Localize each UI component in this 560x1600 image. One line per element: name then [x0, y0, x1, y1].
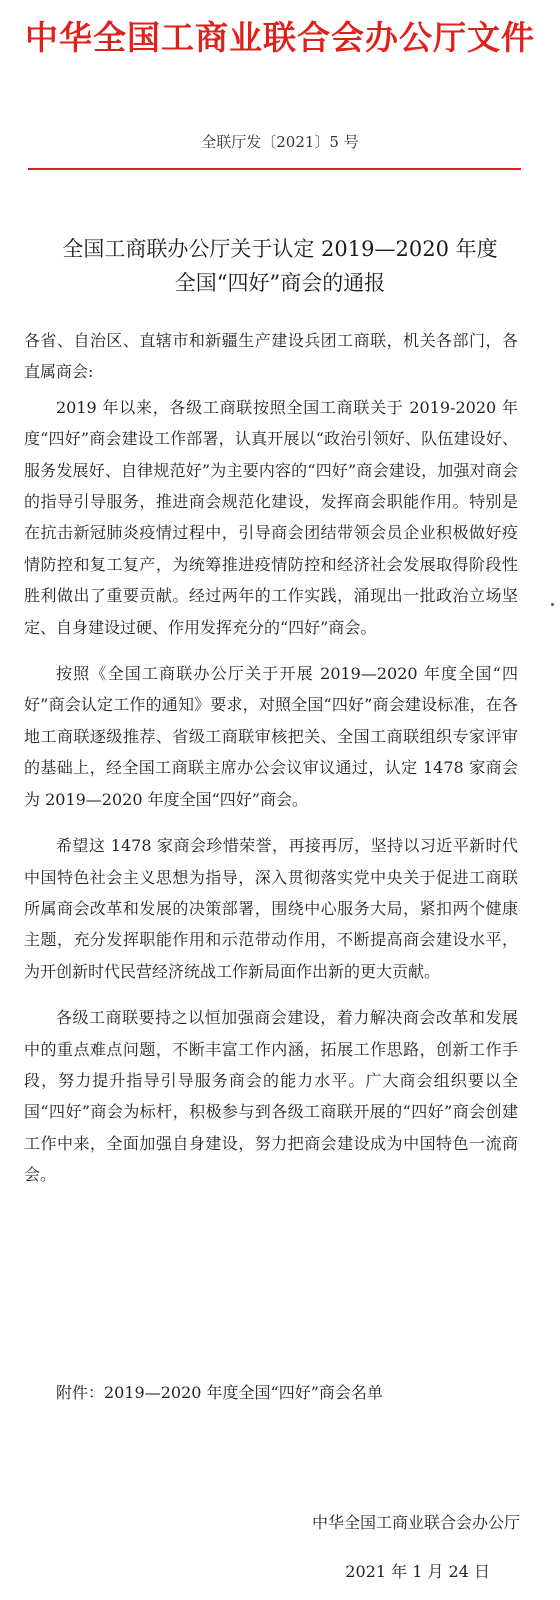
document-body [24, 325, 518, 1206]
body-paragraph-2: 按照《全国工商联办公厅关于开展 2019—2020 年度全国“四好”商会认定工作的通知》要求，对照全国“四好”商会建设标准，在各地工商联逐级推荐、省级工商联审核把关、全国工商联组织专家评审的基础上，经全国工商联主席办公会议审议通过，认定 1478 家商会为 2019—2020 年度全国“四好”商会。 [24, 664, 518, 809]
document-title-line-1: 全国工商联办公厅关于认定 2019—2020 年度 [62, 237, 498, 261]
document-title-line-2: 全国“四好”商会的通报 [174, 271, 386, 295]
document-number: 全联厅发〔2021〕5 号 [201, 133, 359, 151]
red-divider-line [28, 168, 521, 170]
body-paragraph-1: 2019 年以来，各级工商联按照全国工商联关于 2019-2020 年度“四好”商会建设工作部署，认真开展以“政治引领好、队伍建设好、服务发展好、自律规范好”为主要内容的“四好”商会建设，加强对商会的指导引导服务，推进商会规范化建设，发挥商会职能作用。特别是在抗击新冠肺炎疫情过程中，引导商会团结带领会员企业积极做好疫情防控和复工复产，为统筹推进疫情防控和经济社会发展取得阶段性胜利做出了重要贡献。经过两年的工作实践，涌现出一批政治立场坚定、自身建设过硬、作用发挥充分的“四好”商会。 [24, 397, 518, 637]
body-paragraph-3: 希望这 1478 家商会珍惜荣誉，再接再厉，坚持以习近平新时代中国特色社会主义思想为指导，深入贯彻落实党中央关于促进工商联所属商会改革和发展的决策部署，围绕中心服务大局，紧扣两个健康主题，充分发挥职能作用和示范带动作用，不断提高商会建设水平，为开创新时代民营经济统战工作新局面作出新的更大贡献。 [24, 836, 518, 981]
signature-organization: 中华全国工商业联合会办公厅 [311, 1513, 520, 1532]
attachment-line: 附件：2019—2020 年度全国“四好”商会名单 [56, 1383, 383, 1402]
document-title [0, 232, 560, 300]
body-paragraph-4: 各级工商联要持之以恒加强商会建设，着力解决商会改革和发展中的重点难点问题，不断丰富工作内涵，拓展工作思路，创新工作手段，努力提升指导引导服务商会的能力水平。广大商会组织要以全国“四好”商会为标杆，积极参与到各级工商联开展的“四好”商会创建工作中来，全面加强自身建设，努力把商会建设成为中国特色一流商会。 [24, 1008, 518, 1185]
margin-dot-mark [551, 603, 554, 606]
salutation: 各省、自治区、直辖市和新疆生产建设兵团工商联，机关各部门，各直属商会: [24, 331, 518, 382]
signature-date: 2021 年 1 月 24 日 [345, 1562, 490, 1581]
issuer-header-title: 中华全国工商业联合会办公厅文件 [25, 18, 535, 57]
